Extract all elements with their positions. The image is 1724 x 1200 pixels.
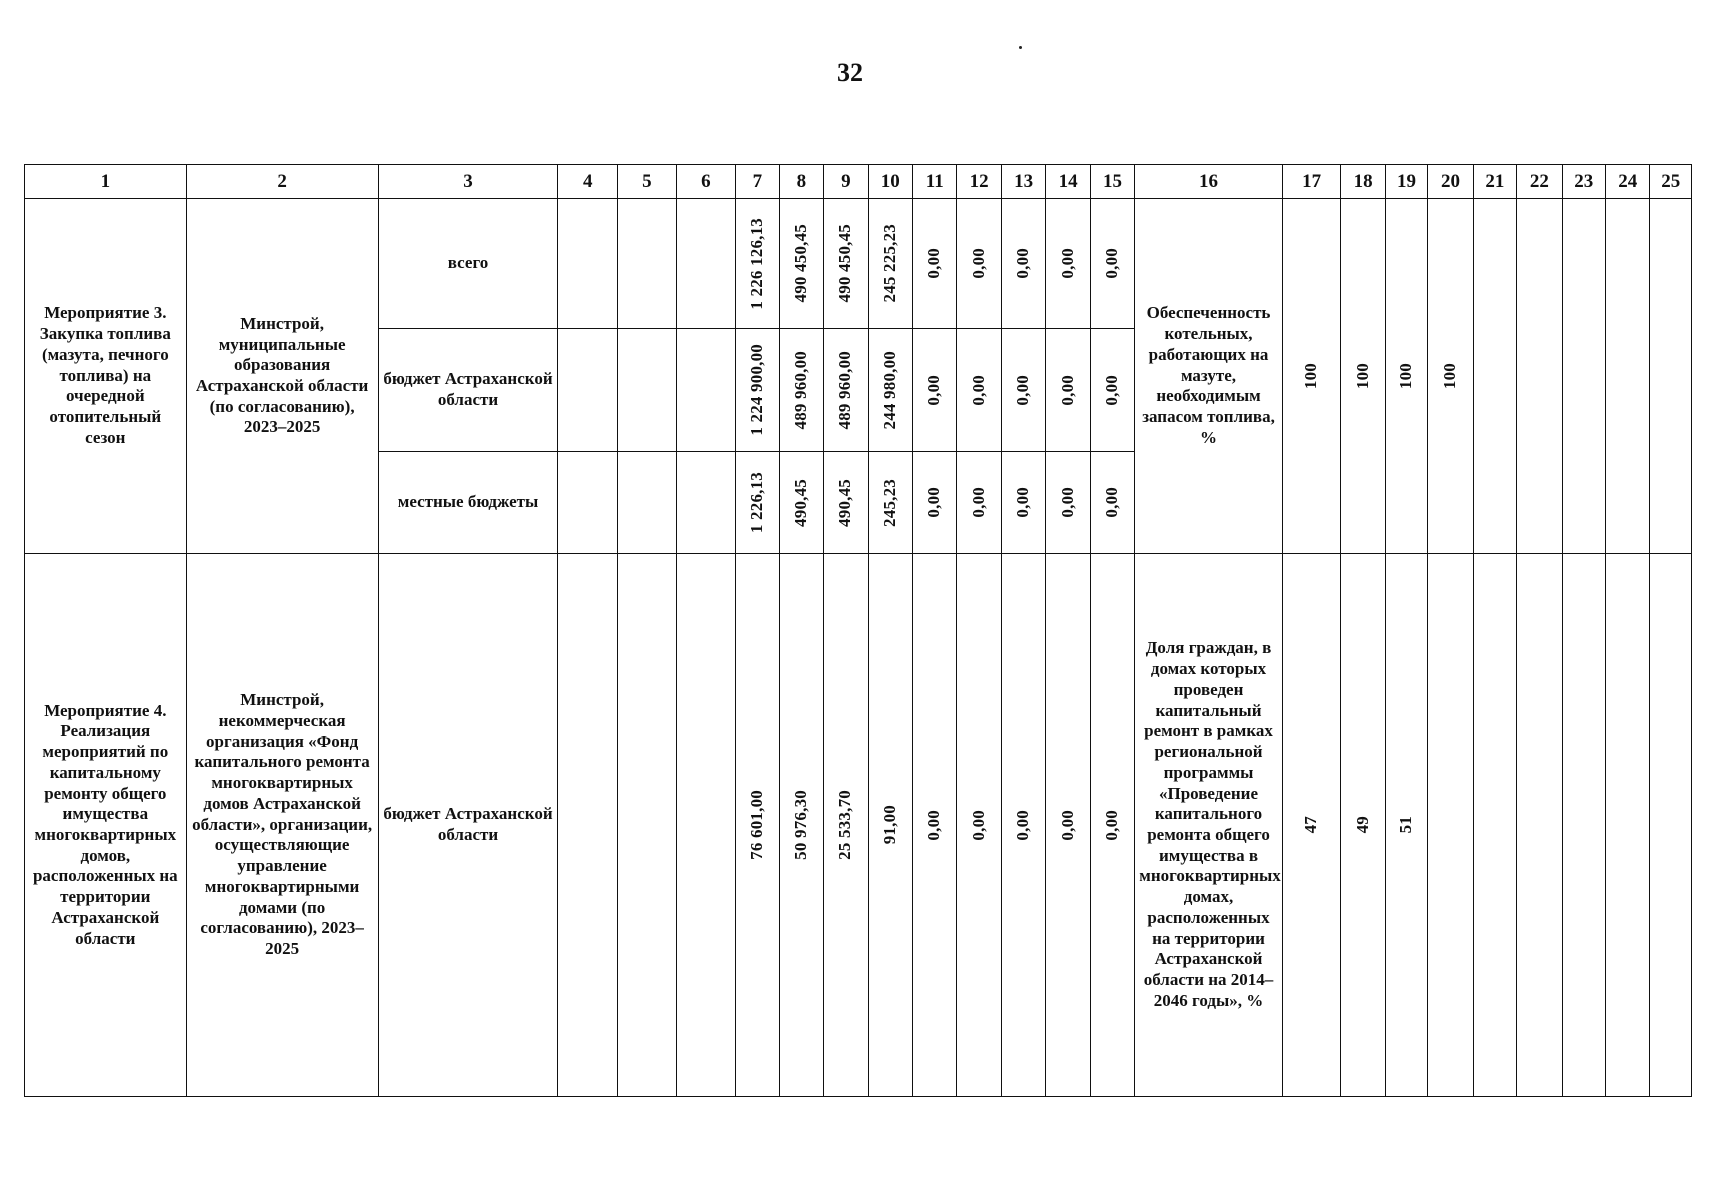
amount-cell: 0,00 bbox=[1001, 452, 1045, 554]
scan-speck bbox=[1019, 46, 1022, 49]
target-cell: 100 bbox=[1282, 199, 1341, 554]
empty-cell bbox=[558, 554, 618, 1097]
col-header: 13 bbox=[1001, 165, 1045, 199]
col-header: 9 bbox=[824, 165, 868, 199]
amount-cell: 490 450,45 bbox=[824, 199, 868, 329]
target-cell: 47 bbox=[1282, 554, 1341, 1097]
amount-cell: 0,00 bbox=[1001, 329, 1045, 452]
amount-cell: 0,00 bbox=[1046, 199, 1090, 329]
amount-cell: 91,00 bbox=[868, 554, 912, 1097]
amount-cell: 0,00 bbox=[913, 554, 957, 1097]
amount-cell: 245,23 bbox=[868, 452, 912, 554]
empty-cell bbox=[1517, 199, 1562, 554]
empty-cell bbox=[558, 452, 618, 554]
amount-cell: 0,00 bbox=[1046, 554, 1090, 1097]
col-header: 4 bbox=[558, 165, 618, 199]
amount-cell: 0,00 bbox=[1090, 329, 1134, 452]
header-row bbox=[25, 165, 1692, 199]
amount-cell: 490,45 bbox=[824, 452, 868, 554]
col-header: 3 bbox=[378, 165, 558, 199]
empty-cell bbox=[618, 199, 677, 329]
amount-cell: 0,00 bbox=[1090, 452, 1134, 554]
target-cell: 51 bbox=[1385, 554, 1427, 1097]
empty-cell bbox=[1473, 199, 1516, 554]
col-header: 24 bbox=[1606, 165, 1650, 199]
amount-cell: 489 960,00 bbox=[779, 329, 823, 452]
col-header: 23 bbox=[1562, 165, 1605, 199]
measure-title: Мероприятие 4. Реализация мероприятий по капитальному ремонту общего имущества многоквартирных домов, расположенных на территории Астраханской области bbox=[25, 554, 187, 1097]
target-cell: 100 bbox=[1428, 199, 1473, 554]
col-header: 11 bbox=[913, 165, 957, 199]
funding-source: бюджет Астраханской области bbox=[378, 554, 558, 1097]
amount-cell: 1 226 126,13 bbox=[736, 199, 779, 329]
target-cell: 49 bbox=[1341, 554, 1385, 1097]
col-header: 18 bbox=[1341, 165, 1385, 199]
col-header: 20 bbox=[1428, 165, 1473, 199]
amount-cell: 0,00 bbox=[957, 554, 1001, 1097]
empty-cell bbox=[1428, 554, 1473, 1097]
col-header: 2 bbox=[186, 165, 378, 199]
amount-cell: 0,00 bbox=[913, 199, 957, 329]
amount-cell: 490 450,45 bbox=[779, 199, 823, 329]
amount-cell: 490,45 bbox=[779, 452, 823, 554]
col-header: 22 bbox=[1517, 165, 1562, 199]
amount-cell: 0,00 bbox=[1090, 554, 1134, 1097]
amount-cell: 0,00 bbox=[1090, 199, 1134, 329]
amount-cell: 489 960,00 bbox=[824, 329, 868, 452]
empty-cell bbox=[618, 452, 677, 554]
empty-cell bbox=[1650, 199, 1692, 554]
empty-cell bbox=[1606, 199, 1650, 554]
empty-cell bbox=[1517, 554, 1562, 1097]
col-header: 17 bbox=[1282, 165, 1341, 199]
col-header: 15 bbox=[1090, 165, 1134, 199]
empty-cell bbox=[618, 554, 677, 1097]
col-header: 8 bbox=[779, 165, 823, 199]
amount-cell: 0,00 bbox=[957, 452, 1001, 554]
indicator-cell: Обеспеченность котельных, работающих на мазуте, необходимым запасом топлива, % bbox=[1135, 199, 1283, 554]
funding-source: всего bbox=[378, 199, 558, 329]
amount-cell: 0,00 bbox=[1001, 199, 1045, 329]
target-cell: 100 bbox=[1341, 199, 1385, 554]
table-row bbox=[25, 199, 1692, 329]
amount-cell: 0,00 bbox=[957, 329, 1001, 452]
amount-cell: 1 224 900,00 bbox=[736, 329, 779, 452]
col-header: 14 bbox=[1046, 165, 1090, 199]
amount-cell: 25 533,70 bbox=[824, 554, 868, 1097]
col-header: 6 bbox=[676, 165, 736, 199]
funding-source: местные бюджеты bbox=[378, 452, 558, 554]
col-header: 21 bbox=[1473, 165, 1516, 199]
empty-cell bbox=[1473, 554, 1516, 1097]
amount-cell: 0,00 bbox=[1001, 554, 1045, 1097]
empty-cell bbox=[618, 329, 677, 452]
target-cell: 100 bbox=[1385, 199, 1427, 554]
empty-cell bbox=[558, 329, 618, 452]
col-header: 1 bbox=[25, 165, 187, 199]
empty-cell bbox=[676, 199, 736, 329]
col-header: 5 bbox=[618, 165, 677, 199]
amount-cell: 244 980,00 bbox=[868, 329, 912, 452]
empty-cell bbox=[676, 452, 736, 554]
empty-cell bbox=[1562, 199, 1605, 554]
program-table bbox=[24, 164, 1692, 1097]
col-header: 10 bbox=[868, 165, 912, 199]
amount-cell: 245 225,23 bbox=[868, 199, 912, 329]
amount-cell: 0,00 bbox=[957, 199, 1001, 329]
page-number: 32 bbox=[837, 58, 863, 87]
col-header: 25 bbox=[1650, 165, 1692, 199]
col-header: 12 bbox=[957, 165, 1001, 199]
empty-cell bbox=[676, 554, 736, 1097]
table-row bbox=[25, 554, 1692, 1097]
col-header: 19 bbox=[1385, 165, 1427, 199]
amount-cell: 50 976,30 bbox=[779, 554, 823, 1097]
empty-cell bbox=[1650, 554, 1692, 1097]
measure-executor: Минстрой, некоммерческая организация «Фонд капитального ремонта многоквартирных домов Астраханской области», организации, осуществляющие управление многоквартирными домами (по согласованию), 2023–2025 bbox=[186, 554, 378, 1097]
empty-cell bbox=[1606, 554, 1650, 1097]
empty-cell bbox=[676, 329, 736, 452]
col-header: 16 bbox=[1135, 165, 1283, 199]
empty-cell bbox=[558, 199, 618, 329]
indicator-cell: Доля граждан, в домах которых проведен капитальный ремонт в рамках региональной программы «Проведение капитального ремонта общего имущества в многоквартирных домах, расположенных на территории Астраханской области на 2014–2046 годы», % bbox=[1135, 554, 1283, 1097]
amount-cell: 76 601,00 bbox=[736, 554, 779, 1097]
funding-source: бюджет Астраханской области bbox=[378, 329, 558, 452]
measure-executor: Минстрой, муниципальные образования Астраханской области (по согласованию), 2023–2025 bbox=[186, 199, 378, 554]
amount-cell: 0,00 bbox=[1046, 452, 1090, 554]
amount-cell: 0,00 bbox=[913, 329, 957, 452]
amount-cell: 1 226,13 bbox=[736, 452, 779, 554]
measure-title: Мероприятие 3. Закупка топлива (мазута, печного топлива) на очередной отопительный сезон bbox=[25, 199, 187, 554]
col-header: 7 bbox=[736, 165, 779, 199]
empty-cell bbox=[1562, 554, 1605, 1097]
amount-cell: 0,00 bbox=[913, 452, 957, 554]
amount-cell: 0,00 bbox=[1046, 329, 1090, 452]
